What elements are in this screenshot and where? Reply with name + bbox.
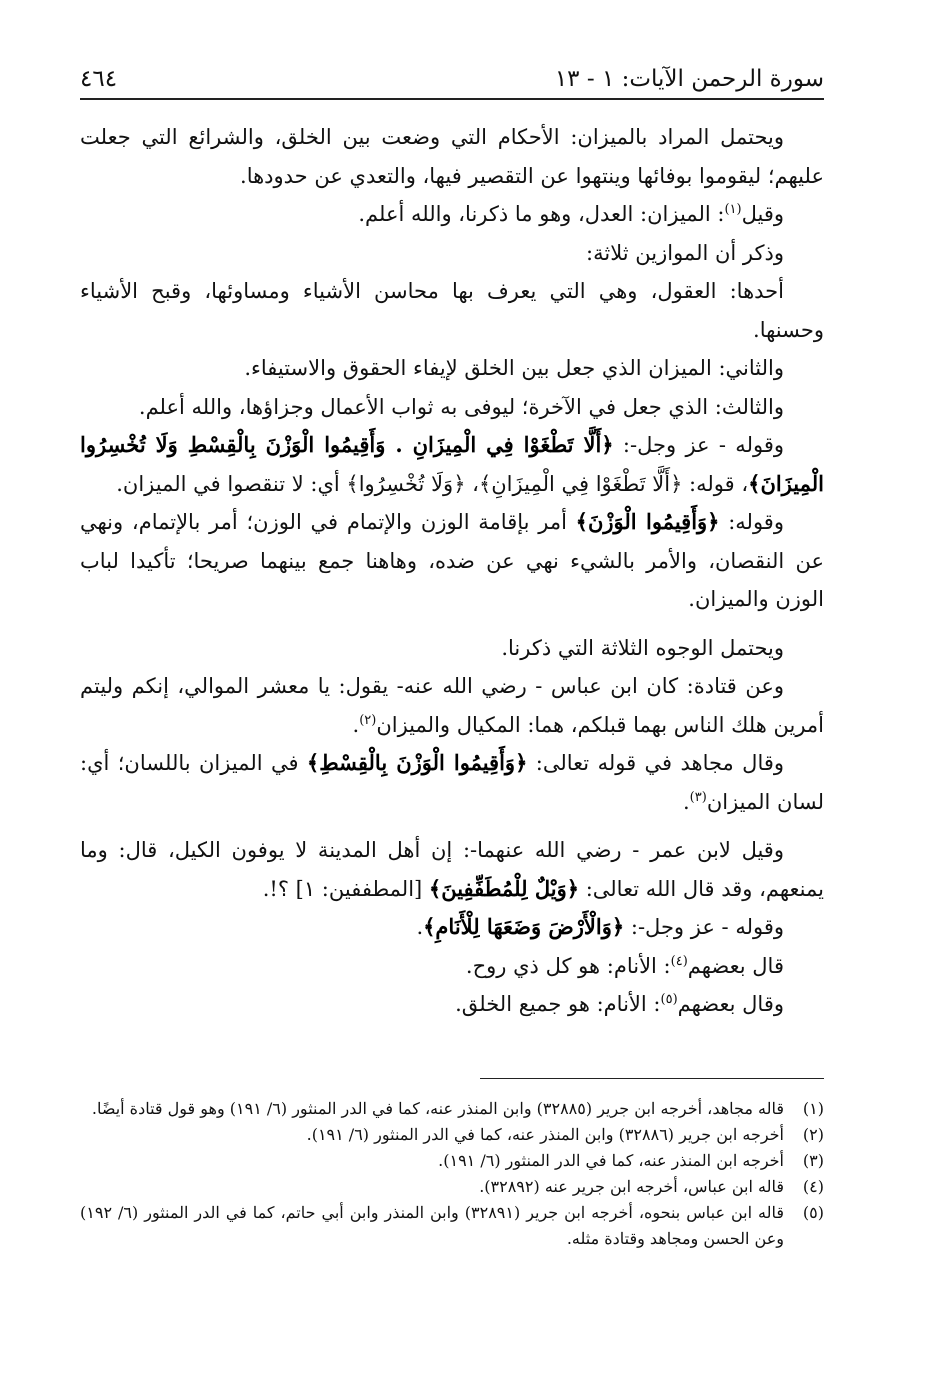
footnotes bbox=[80, 1096, 824, 1252]
footnote-ref: (٥) bbox=[660, 992, 678, 1007]
paragraph: ويحتمل المراد بالميزان: الأحكام التي وضعت بين الخلق، والشرائع التي جعلت عليهم؛ ليقوموا بوفائها وينتهوا عن التقصير فيها، والتعدي عن حدودها. bbox=[80, 125, 824, 188]
quran-verse: ﴿وَأَقِيمُوا الْوَزْنَ بِالْقِسْطِ﴾ bbox=[306, 750, 528, 775]
paragraph: وقال بعضهم$^{(٥)}$: الأنام: هو جميع الخلق. bbox=[455, 992, 784, 1016]
footnote-number: (٤) bbox=[802, 1177, 824, 1196]
quran-verse: ﴿أَلَّا تَطْغَوْا فِي الْمِيزَانِ . وَأَقِيمُوا الْوَزْنَ بِالْقِسْطِ وَلَا تُخْسِرُوا الْمِيزَانَ﴾ bbox=[80, 432, 824, 496]
footnote-number: (٥) bbox=[802, 1203, 824, 1222]
footnote bbox=[80, 1122, 824, 1148]
paragraph: قال بعضهم$^{(٤)}$: الأنام: هو كل ذي روح. bbox=[465, 953, 784, 978]
paragraph: وقيل$^{(١)}$: الميزان: العدل، وهو ما ذكرنا، والله أعلم. bbox=[358, 202, 784, 226]
quran-verse: ﴿وَيْلٌ لِلْمُطَفِّفِينَ﴾ bbox=[428, 875, 580, 901]
paragraph: وقال مجاهد في قوله تعالى: ﴿وَأَقِيمُوا الْوَزْنَ بِالْقِسْطِ﴾ في الميزان باللسان؛ أي: لسان الميزان$^{(٣)}$. bbox=[80, 750, 824, 814]
footnote-text: قاله ابن عباس، أخرجه ابن جرير عنه (٣٢٨٩٢). bbox=[479, 1177, 784, 1196]
paragraph: وعن قتادة: كان ابن عباس - رضي الله عنه- يقول: يا معشر الموالي، إنكم وليتم أمرين هلك الناس بهما قبلكم، هما: المكيال والميزان$^{(٢)}$. bbox=[80, 674, 824, 737]
page-number: ٤٦٤ bbox=[80, 66, 118, 92]
paragraph: والثاني: الميزان الذي جعل بين الخلق لإيفاء الحقوق والاستيفاء. bbox=[244, 356, 784, 380]
footnote bbox=[80, 1096, 824, 1122]
footnote-text: أخرجه ابن جرير (٣٢٨٨٦) وابن المنذر عنه، كما في الدر المنثور (٦/ ١٩١). bbox=[306, 1125, 784, 1144]
paragraph: وقيل لابن عمر - رضي الله عنهما-: إن أهل المدينة لا يوفون الكيل، قال: وما يمنعهم، وقد قال الله تعالى: ﴿وَيْلٌ لِلْمُطَفِّفِينَ﴾ [المطففين: ١] ؟!. bbox=[80, 838, 824, 901]
footnote bbox=[80, 1200, 824, 1252]
quran-verse: ﴿وَالْأَرْضَ وَضَعَهَا لِلْأَنَامِ﴾ bbox=[423, 914, 625, 939]
footnote-ref: (٣) bbox=[689, 789, 707, 805]
footnote-number: (١) bbox=[802, 1099, 824, 1118]
paragraph: وقوله - عز وجل-: ﴿وَالْأَرْضَ وَضَعَهَا لِلْأَنَامِ﴾. bbox=[416, 914, 784, 939]
footnote-ref: (١) bbox=[724, 202, 742, 217]
footnote-text: قاله ابن عباس بنحوه، أخرجه ابن جرير (٣٢٨٩١) وابن المنذر وابن أبي حاتم، كما في الدر المنثور (٦/ ١٩٢) وعن الحسن ومجاهد وقتادة مثله. bbox=[80, 1203, 785, 1248]
paragraph: ويحتمل الوجوه الثلاثة التي ذكرنا. bbox=[501, 635, 784, 660]
paragraph: أحدها: العقول، وهي التي يعرف بها محاسن الأشياء ومساوئها، وقبح الأشياء وحسنها. bbox=[80, 279, 824, 342]
footnote-text: قاله مجاهد، أخرجه ابن جرير (٣٢٨٨٥) وابن المنذر عنه، كما في الدر المنثور (٦/ ١٩١) وهو قول قتادة أيضًا. bbox=[91, 1099, 784, 1118]
page-header bbox=[80, 52, 824, 92]
paragraph: والثالث: الذي جعل في الآخرة؛ ليوفى به ثواب الأعمال وجزاؤها، والله أعلم. bbox=[138, 394, 784, 419]
paragraph: وقوله: ﴿وَأَقِيمُوا الْوَزْنَ﴾ أمر بإقامة الوزن والإتمام في الوزن؛ أمر بالإتمام، ونهي عن النقصان، والأمر بالشيء نهي عن ضده، وهاهنا جمع بينهما صريحا؛ تأكيدا لباب الوزن والميزان. bbox=[80, 509, 824, 611]
footnote bbox=[80, 1174, 824, 1200]
footnote-text: أخرجه ابن المنذر عنه، كما في الدر المنثور (٦/ ١٩١). bbox=[438, 1151, 784, 1170]
footnote-ref: (٤) bbox=[670, 953, 688, 969]
footnote-ref: (٢) bbox=[359, 712, 377, 728]
running-title: سورة الرحمن الآيات: ١ - ١٣ bbox=[554, 66, 824, 92]
quran-verse: ﴿وَأَقِيمُوا الْوَزْنَ﴾ bbox=[575, 509, 720, 534]
footnote-number: (٣) bbox=[802, 1151, 824, 1170]
footnote-separator bbox=[480, 1078, 824, 1079]
footnote-number: (٢) bbox=[802, 1125, 824, 1144]
footnote bbox=[80, 1148, 824, 1174]
header-rule bbox=[80, 98, 824, 100]
paragraph: وقوله - عز وجل-: ﴿أَلَّا تَطْغَوْا فِي الْمِيزَانِ . وَأَقِيمُوا الْوَزْنَ بِالْقِسْطِ وَلَا تُخْسِرُوا الْمِيزَانَ﴾، قوله: ﴿أَلَّا تَطْغَوْا فِي الْمِيزَانِ﴾، ﴿وَلَا تُخْسِرُوا﴾ أي: لا تنقصوا في الميزان. bbox=[80, 432, 824, 496]
paragraph: وذكر أن الموازين ثلاثة: bbox=[586, 240, 784, 265]
main-text bbox=[80, 118, 824, 1024]
